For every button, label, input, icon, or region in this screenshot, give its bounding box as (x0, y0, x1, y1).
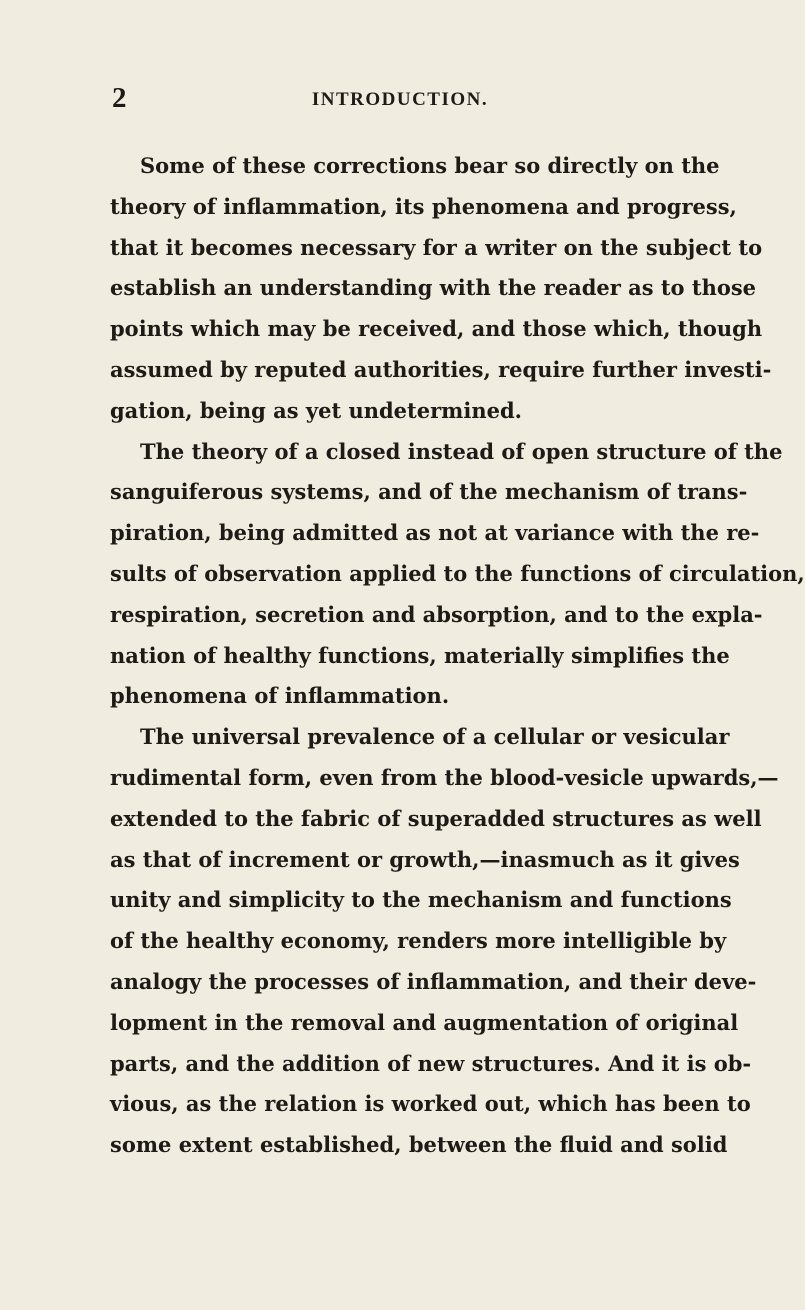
text-line: as that of increment or growth,—inasmuch as it gives (110, 846, 740, 872)
text-line: of the healthy economy, renders more intelligible by (110, 928, 727, 954)
text-line: gation, being as yet undetermined. (110, 397, 522, 423)
text-line: sults of observation applied to the functions of circulation, (110, 560, 805, 586)
page-number: 2 (112, 82, 127, 114)
text-line: parts, and the addition of new structures. And it is ob- (110, 1050, 752, 1076)
text-line: Some of these corrections bear so directly on the (140, 153, 720, 178)
text-line: rudimental form, even from the blood-vesicle upwards,— (110, 764, 779, 790)
text-line: respiration, secretion and absorption, and to the expla- (110, 601, 763, 627)
running-title: INTRODUCTION. (311, 89, 489, 110)
text-line: lopment in the removal and augmentation of original (110, 1009, 739, 1035)
text-line: extended to the fabric of superadded structures as well (110, 805, 762, 831)
text-line: assumed by reputed authorities, require further investi- (110, 356, 772, 382)
text-line: points which may be received, and those which, though (110, 316, 763, 342)
text-line: theory of inflammation, its phenomena and progress, (110, 193, 737, 219)
text-line: nation of healthy functions, materially simplifies the (110, 642, 730, 668)
text-line: phenomena of inflammation. (110, 683, 450, 709)
text-line: that it becomes necessary for a writer on the subject to (110, 234, 763, 260)
text-line: analogy the processes of inflammation, and their deve- (110, 968, 757, 994)
text-line: vious, as the relation is worked out, which has been to (110, 1091, 751, 1117)
text-line: some extent established, between the fluid and solid (110, 1132, 728, 1158)
text-line: The universal prevalence of a cellular or vesicular (140, 724, 730, 750)
text-line: establish an understanding with the reader as to those (110, 275, 757, 301)
text-line: sanguiferous systems, and of the mechanism of trans- (110, 479, 748, 505)
text-line: The theory of a closed instead of open structure of the (140, 438, 783, 464)
body-text (110, 146, 805, 1166)
text-line: piration, being admitted as not at variance with the re- (110, 520, 760, 546)
text-line: unity and simplicity to the mechanism and functions (110, 887, 732, 913)
